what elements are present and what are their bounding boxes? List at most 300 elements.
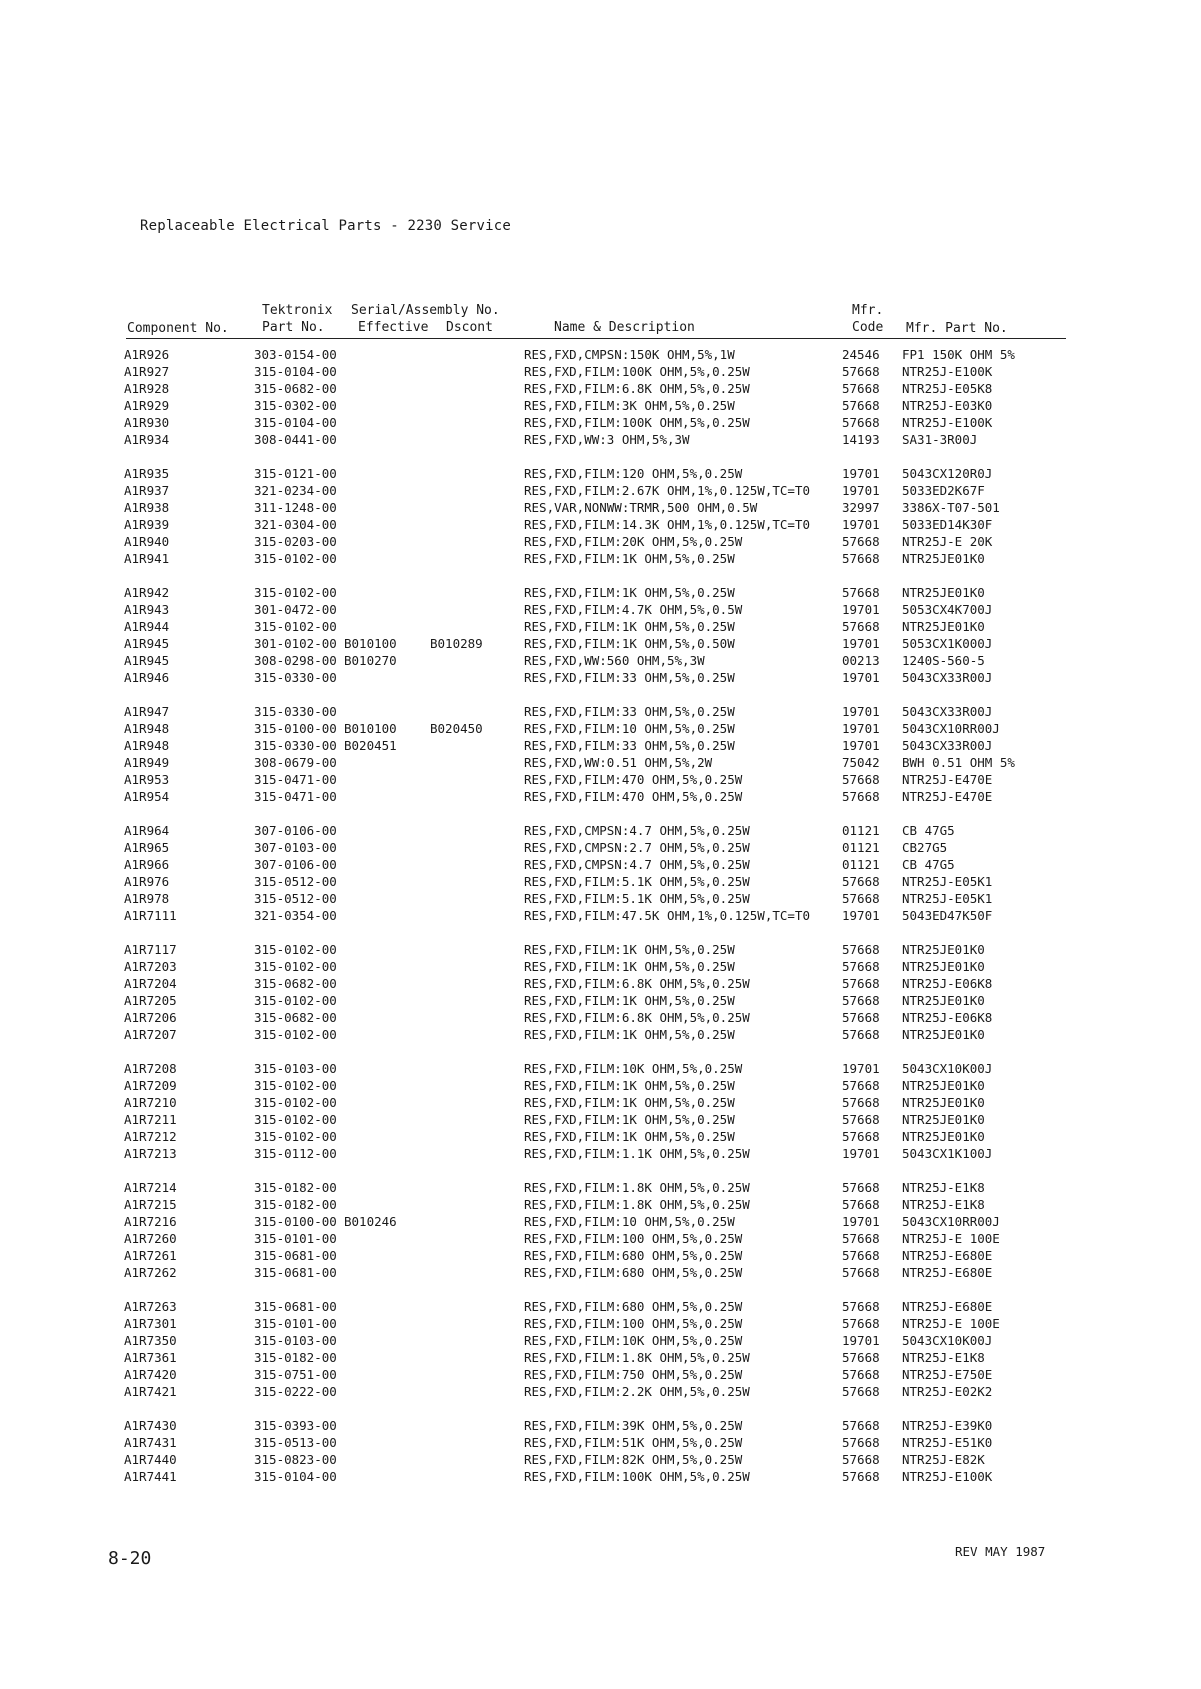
mfr-code: 57668 [842,364,880,379]
component-no: A1R944 [124,619,170,634]
component-no: A1R7216 [124,1214,177,1229]
part-no: 315-0102-00 [254,551,337,566]
part-no: 315-0102-00 [254,993,337,1008]
mfr-code: 57668 [842,1231,880,1246]
mfr-part-no: NTR25J-E100K [902,415,993,430]
mfr-code: 57668 [842,619,880,634]
table-row [0,1452,1201,1469]
serial-effective: B010246 [344,1214,397,1229]
mfr-code: 19701 [842,721,880,736]
name-description: RES,FXD,WW:0.51 OHM,5%,2W [524,755,713,770]
table-row [0,415,1201,432]
mfr-code: 57668 [842,1265,880,1280]
part-no: 307-0106-00 [254,823,337,838]
mfr-part-no: 1240S-560-5 [902,653,985,668]
mfr-code: 75042 [842,755,880,770]
part-no: 315-0102-00 [254,942,337,957]
mfr-code: 19701 [842,466,880,481]
component-no: A1R7421 [124,1384,177,1399]
name-description: RES,FXD,FILM:680 OHM,5%,0.25W [524,1248,743,1263]
name-description: RES,FXD,FILM:6.8K OHM,5%,0.25W [524,1010,750,1025]
component-no: A1R965 [124,840,170,855]
name-description: RES,FXD,FILM:82K OHM,5%,0.25W [524,1452,743,1467]
mfr-part-no: NTR25JE01K0 [902,551,985,566]
page-title: Replaceable Electrical Parts - 2230 Service [140,218,512,234]
table-row [0,551,1201,568]
component-no: A1R949 [124,755,170,770]
component-no: A1R7203 [124,959,177,974]
parts-group [0,942,1201,1044]
part-no: 315-0102-00 [254,1112,337,1127]
mfr-code: 00213 [842,653,880,668]
table-row [0,1231,1201,1248]
header-effective: Effective [358,320,429,335]
table-row [0,1197,1201,1214]
mfr-part-no: 5053CX1K000J [902,636,993,651]
mfr-part-no: NTR25J-E680E [902,1248,993,1263]
part-no: 315-0471-00 [254,789,337,804]
parts-group [0,1299,1201,1401]
component-no: A1R7215 [124,1197,177,1212]
mfr-code: 19701 [842,1146,880,1161]
component-no: A1R945 [124,636,170,651]
header-mfr-part-no: Mfr. Part No. [906,321,1008,336]
mfr-part-no: NTR25JE01K0 [902,942,985,957]
mfr-part-no: 5043CX10RR00J [902,1214,1000,1229]
mfr-part-no: NTR25J-E 100E [902,1231,1000,1246]
mfr-code: 57668 [842,381,880,396]
part-no: 315-0751-00 [254,1367,337,1382]
table-row [0,1078,1201,1095]
mfr-part-no: NTR25JE01K0 [902,1129,985,1144]
mfr-part-no: CB27G5 [902,840,948,855]
name-description: RES,FXD,FILM:4.7K OHM,5%,0.5W [524,602,743,617]
part-no: 315-0330-00 [254,670,337,685]
table-row [0,1299,1201,1316]
table-row [0,772,1201,789]
part-no: 301-0102-00 [254,636,337,651]
part-no: 315-0101-00 [254,1231,337,1246]
mfr-code: 57668 [842,1435,880,1450]
mfr-part-no: NTR25J-E100K [902,1469,993,1484]
component-no: A1R7263 [124,1299,177,1314]
mfr-code: 32997 [842,500,880,515]
name-description: RES,FXD,FILM:5.1K OHM,5%,0.25W [524,891,750,906]
component-no: A1R7111 [124,908,177,923]
mfr-part-no: NTR25JE01K0 [902,1095,985,1110]
table-row [0,653,1201,670]
name-description: RES,FXD,FILM:10 OHM,5%,0.25W [524,1214,735,1229]
mfr-part-no: SA31-3R00J [902,432,978,447]
table-row [0,500,1201,517]
component-no: A1R7441 [124,1469,177,1484]
component-no: A1R945 [124,653,170,668]
component-no: A1R948 [124,738,170,753]
name-description: RES,FXD,FILM:470 OHM,5%,0.25W [524,772,743,787]
mfr-code: 57668 [842,891,880,906]
mfr-code: 19701 [842,704,880,719]
table-row [0,517,1201,534]
name-description: RES,FXD,FILM:2.67K OHM,1%,0.125W,TC=T0 [524,483,810,498]
name-description: RES,FXD,FILM:10K OHM,5%,0.25W [524,1333,743,1348]
mfr-code: 19701 [842,602,880,617]
part-no: 301-0472-00 [254,602,337,617]
parts-group [0,1061,1201,1163]
component-no: A1R954 [124,789,170,804]
mfr-code: 57668 [842,772,880,787]
mfr-code: 57668 [842,1180,880,1195]
mfr-part-no: 5043CX33R00J [902,738,993,753]
component-no: A1R7117 [124,942,177,957]
part-no: 315-0682-00 [254,381,337,396]
component-no: A1R942 [124,585,170,600]
part-no: 315-0681-00 [254,1248,337,1263]
part-no: 308-0679-00 [254,755,337,770]
part-no: 308-0298-00 [254,653,337,668]
mfr-code: 19701 [842,1061,880,1076]
mfr-code: 19701 [842,1214,880,1229]
component-no: A1R7209 [124,1078,177,1093]
mfr-code: 01121 [842,857,880,872]
name-description: RES,FXD,FILM:14.3K OHM,1%,0.125W,TC=T0 [524,517,810,532]
serial-effective: B010270 [344,653,397,668]
table-row [0,1265,1201,1282]
part-no: 321-0354-00 [254,908,337,923]
part-no: 315-0102-00 [254,585,337,600]
mfr-part-no: 5043CX10K00J [902,1061,993,1076]
mfr-part-no: CB 47G5 [902,823,955,838]
name-description: RES,FXD,FILM:20K OHM,5%,0.25W [524,534,743,549]
mfr-part-no: 5043ED47K50F [902,908,993,923]
name-description: RES,FXD,FILM:1.8K OHM,5%,0.25W [524,1180,750,1195]
name-description: RES,FXD,FILM:1K OHM,5%,0.25W [524,1027,735,1042]
component-no: A1R976 [124,874,170,889]
part-no: 315-0393-00 [254,1418,337,1433]
part-no: 315-0100-00 [254,1214,337,1229]
mfr-code: 57668 [842,976,880,991]
part-no: 315-0104-00 [254,1469,337,1484]
name-description: RES,FXD,FILM:100 OHM,5%,0.25W [524,1316,743,1331]
part-no: 315-0513-00 [254,1435,337,1450]
name-description: RES,FXD,FILM:470 OHM,5%,0.25W [524,789,743,804]
part-no: 315-0203-00 [254,534,337,549]
component-no: A1R7430 [124,1418,177,1433]
part-no: 321-0304-00 [254,517,337,532]
table-row [0,976,1201,993]
name-description: RES,FXD,CMPSN:2.7 OHM,5%,0.25W [524,840,750,855]
part-no: 315-0102-00 [254,1095,337,1110]
mfr-code: 57668 [842,1129,880,1144]
parts-table [0,347,1201,1503]
mfr-part-no: NTR25J-E100K [902,364,993,379]
mfr-part-no: NTR25J-E 20K [902,534,993,549]
mfr-code: 57668 [842,1367,880,1382]
name-description: RES,FXD,FILM:33 OHM,5%,0.25W [524,670,735,685]
component-no: A1R943 [124,602,170,617]
parts-group [0,466,1201,568]
mfr-code: 57668 [842,1027,880,1042]
mfr-part-no: NTR25JE01K0 [902,1027,985,1042]
name-description: RES,FXD,CMPSN:4.7 OHM,5%,0.25W [524,823,750,838]
name-description: RES,FXD,FILM:100K OHM,5%,0.25W [524,415,750,430]
component-no: A1R7206 [124,1010,177,1025]
name-description: RES,FXD,FILM:2.2K OHM,5%,0.25W [524,1384,750,1399]
mfr-code: 57668 [842,993,880,1008]
component-no: A1R7212 [124,1129,177,1144]
header-code: Code [852,320,884,335]
name-description: RES,FXD,FILM:1K OHM,5%,0.25W [524,585,735,600]
component-no: A1R953 [124,772,170,787]
part-no: 307-0103-00 [254,840,337,855]
table-row [0,891,1201,908]
table-row [0,823,1201,840]
table-row [0,1095,1201,1112]
name-description: RES,FXD,FILM:750 OHM,5%,0.25W [524,1367,743,1382]
component-no: A1R937 [124,483,170,498]
part-no: 315-0112-00 [254,1146,337,1161]
table-row [0,1333,1201,1350]
mfr-part-no: NTR25JE01K0 [902,959,985,974]
part-no: 315-0101-00 [254,1316,337,1331]
header-part-no: Part No. [262,320,325,335]
mfr-part-no: NTR25JE01K0 [902,1078,985,1093]
mfr-code: 01121 [842,823,880,838]
part-no: 315-0330-00 [254,704,337,719]
part-no: 315-0682-00 [254,1010,337,1025]
revision-date: REV MAY 1987 [955,1544,1046,1559]
name-description: RES,FXD,FILM:47.5K OHM,1%,0.125W,TC=T0 [524,908,810,923]
mfr-code: 57668 [842,534,880,549]
mfr-code: 57668 [842,1010,880,1025]
part-no: 315-0103-00 [254,1061,337,1076]
mfr-code: 19701 [842,670,880,685]
name-description: RES,FXD,FILM:1K OHM,5%,0.25W [524,1129,735,1144]
component-no: A1R7301 [124,1316,177,1331]
component-no: A1R935 [124,466,170,481]
mfr-code: 19701 [842,738,880,753]
table-row [0,908,1201,925]
component-no: A1R947 [124,704,170,719]
mfr-part-no: NTR25J-E1K8 [902,1180,985,1195]
mfr-part-no: NTR25JE01K0 [902,585,985,600]
name-description: RES,FXD,FILM:33 OHM,5%,0.25W [524,738,735,753]
component-no: A1R7420 [124,1367,177,1382]
component-no: A1R941 [124,551,170,566]
part-no: 315-0104-00 [254,415,337,430]
table-row [0,585,1201,602]
part-no: 315-0102-00 [254,1027,337,1042]
mfr-code: 57668 [842,1299,880,1314]
table-row [0,1010,1201,1027]
component-no: A1R7211 [124,1112,177,1127]
part-no: 315-0121-00 [254,466,337,481]
mfr-code: 57668 [842,551,880,566]
name-description: RES,FXD,FILM:1K OHM,5%,0.25W [524,619,735,634]
mfr-part-no: NTR25J-E680E [902,1299,993,1314]
name-description: RES,FXD,WW:560 OHM,5%,3W [524,653,705,668]
name-description: RES,VAR,NONWW:TRMR,500 OHM,0.5W [524,500,758,515]
part-no: 303-0154-00 [254,347,337,362]
component-no: A1R939 [124,517,170,532]
mfr-code: 57668 [842,1418,880,1433]
mfr-part-no: NTR25J-E02K2 [902,1384,993,1399]
mfr-code: 19701 [842,636,880,651]
name-description: RES,FXD,FILM:39K OHM,5%,0.25W [524,1418,743,1433]
table-row [0,364,1201,381]
table-row [0,534,1201,551]
mfr-part-no: NTR25J-E470E [902,772,993,787]
component-no: A1R7207 [124,1027,177,1042]
part-no: 315-0102-00 [254,959,337,974]
part-no: 315-0100-00 [254,721,337,736]
serial-effective: B020451 [344,738,397,753]
mfr-code: 01121 [842,840,880,855]
name-description: RES,FXD,FILM:6.8K OHM,5%,0.25W [524,976,750,991]
header-dscont: Dscont [446,320,493,335]
table-row [0,874,1201,891]
table-row [0,1435,1201,1452]
part-no: 315-0823-00 [254,1452,337,1467]
mfr-code: 19701 [842,517,880,532]
name-description: RES,FXD,FILM:1K OHM,5%,0.25W [524,1112,735,1127]
table-row [0,738,1201,755]
mfr-part-no: NTR25J-E 100E [902,1316,1000,1331]
table-row [0,959,1201,976]
component-no: A1R926 [124,347,170,362]
table-row [0,1180,1201,1197]
mfr-code: 57668 [842,1095,880,1110]
component-no: A1R964 [124,823,170,838]
table-row [0,789,1201,806]
part-no: 315-0222-00 [254,1384,337,1399]
mfr-part-no: NTR25J-E05K1 [902,891,993,906]
part-no: 315-0302-00 [254,398,337,413]
table-row [0,1469,1201,1486]
part-no: 311-1248-00 [254,500,337,515]
name-description: RES,FXD,FILM:680 OHM,5%,0.25W [524,1299,743,1314]
mfr-part-no: NTR25J-E1K8 [902,1197,985,1212]
part-no: 315-0512-00 [254,874,337,889]
mfr-part-no: NTR25J-E1K8 [902,1350,985,1365]
serial-dscont: B010289 [430,636,483,651]
mfr-code: 24546 [842,347,880,362]
mfr-code: 57668 [842,1197,880,1212]
table-row [0,1214,1201,1231]
table-row [0,1061,1201,1078]
component-no: A1R938 [124,500,170,515]
mfr-code: 57668 [842,585,880,600]
header-rule [126,338,1066,339]
name-description: RES,FXD,FILM:120 OHM,5%,0.25W [524,466,743,481]
name-description: RES,FXD,FILM:1.8K OHM,5%,0.25W [524,1350,750,1365]
table-row [0,1248,1201,1265]
mfr-code: 57668 [842,1112,880,1127]
mfr-part-no: NTR25J-E82K [902,1452,985,1467]
page-number: 8-20 [108,1548,152,1569]
component-no: A1R928 [124,381,170,396]
table-row [0,942,1201,959]
table-row [0,704,1201,721]
component-no: A1R7361 [124,1350,177,1365]
table-row [0,840,1201,857]
name-description: RES,FXD,FILM:5.1K OHM,5%,0.25W [524,874,750,889]
table-row [0,432,1201,449]
table-row [0,466,1201,483]
header-name-description: Name & Description [554,320,695,335]
component-no: A1R940 [124,534,170,549]
name-description: RES,FXD,FILM:10 OHM,5%,0.25W [524,721,735,736]
part-no: 315-0682-00 [254,976,337,991]
parts-group [0,1180,1201,1282]
part-no: 315-0182-00 [254,1350,337,1365]
component-no: A1R7208 [124,1061,177,1076]
table-row [0,1384,1201,1401]
part-no: 315-0330-00 [254,738,337,753]
mfr-part-no: NTR25J-E51K0 [902,1435,993,1450]
component-no: A1R7440 [124,1452,177,1467]
parts-group [0,704,1201,806]
mfr-code: 19701 [842,1333,880,1348]
component-no: A1R978 [124,891,170,906]
part-no: 315-0104-00 [254,364,337,379]
name-description: RES,FXD,FILM:100K OHM,5%,0.25W [524,1469,750,1484]
mfr-part-no: NTR25J-E06K8 [902,1010,993,1025]
mfr-part-no: 5033ED2K67F [902,483,985,498]
component-no: A1R7204 [124,976,177,991]
header-component-no: Component No. [127,321,229,336]
component-no: A1R7214 [124,1180,177,1195]
mfr-part-no: NTR25J-E05K1 [902,874,993,889]
mfr-part-no: 5043CX1K100J [902,1146,993,1161]
name-description: RES,FXD,FILM:1K OHM,5%,0.25W [524,1078,735,1093]
mfr-part-no: 5043CX33R00J [902,704,993,719]
mfr-part-no: FP1 150K OHM 5% [902,347,1015,362]
name-description: RES,FXD,FILM:3K OHM,5%,0.25W [524,398,735,413]
table-row [0,755,1201,772]
component-no: A1R7261 [124,1248,177,1263]
mfr-code: 57668 [842,1316,880,1331]
name-description: RES,FXD,FILM:33 OHM,5%,0.25W [524,704,735,719]
table-row [0,857,1201,874]
mfr-part-no: NTR25J-E06K8 [902,976,993,991]
mfr-part-no: NTR25J-E05K8 [902,381,993,396]
name-description: RES,FXD,FILM:6.8K OHM,5%,0.25W [524,381,750,396]
mfr-code: 57668 [842,1078,880,1093]
serial-dscont: B020450 [430,721,483,736]
part-no: 315-0512-00 [254,891,337,906]
mfr-part-no: NTR25J-E03K0 [902,398,993,413]
mfr-code: 57668 [842,1248,880,1263]
part-no: 315-0182-00 [254,1180,337,1195]
name-description: RES,FXD,FILM:51K OHM,5%,0.25W [524,1435,743,1450]
name-description: RES,FXD,FILM:10K OHM,5%,0.25W [524,1061,743,1076]
table-row [0,1146,1201,1163]
table-row [0,347,1201,364]
mfr-code: 57668 [842,1469,880,1484]
mfr-code: 57668 [842,1350,880,1365]
mfr-code: 57668 [842,415,880,430]
table-row [0,398,1201,415]
parts-group [0,585,1201,687]
mfr-code: 57668 [842,942,880,957]
mfr-part-no: NTR25JE01K0 [902,1112,985,1127]
mfr-code: 19701 [842,908,880,923]
mfr-part-no: NTR25J-E470E [902,789,993,804]
name-description: RES,FXD,CMPSN:150K OHM,5%,1W [524,347,735,362]
header-serial-assembly: Serial/Assembly No. [351,303,500,318]
part-no: 307-0106-00 [254,857,337,872]
mfr-part-no: NTR25JE01K0 [902,619,985,634]
